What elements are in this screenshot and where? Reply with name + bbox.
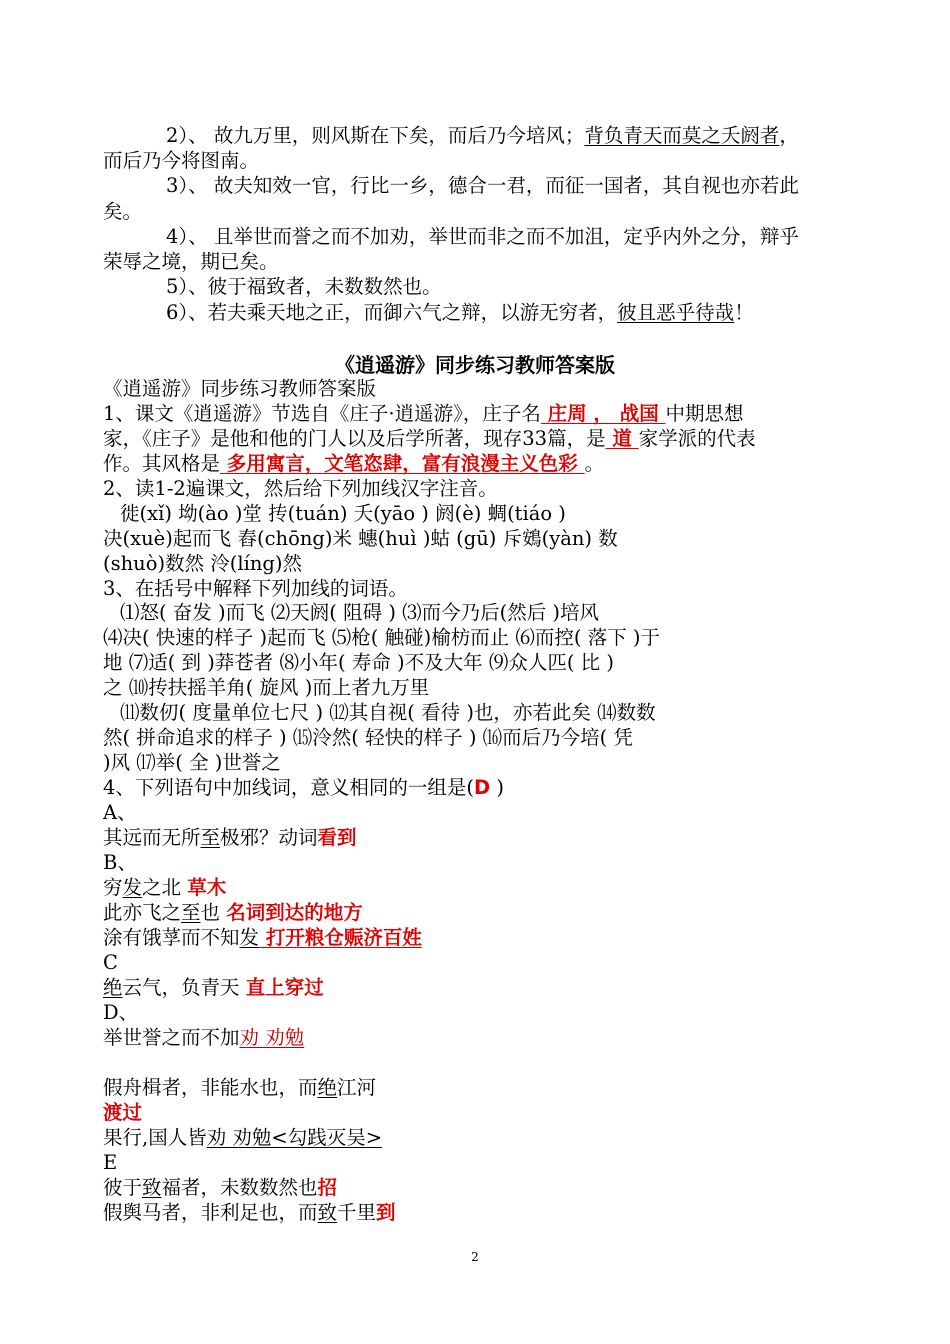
text-line: 4）、 且举世而誉之而不加劝，举世而非之而不加沮，定乎内外之分，辩乎: [166, 225, 799, 248]
option-label: C: [103, 951, 118, 974]
question-1-line-3: 作。其风格是 多用寓言，文笔恣肆，富有浪漫主义色彩 。: [103, 452, 605, 475]
definition-row: ⑷决( 快速的样子 )起而飞 ⑸枪( 触碰)榆枋而止 ⑹而控( 落下 )于: [103, 626, 661, 649]
definition-row: )风 ⒄举( 全 )世誉之: [103, 751, 281, 774]
option-line: 果行,国人皆劝 劝勉<勾践灭吴>: [103, 1126, 383, 1149]
option-label: D、: [103, 1001, 139, 1024]
option-label: E: [103, 1151, 118, 1174]
option-line: 举世誉之而不加劝 劝勉: [103, 1026, 305, 1049]
question-4: 4、下列语句中加线词，意义相同的一组是(D ): [103, 776, 505, 799]
definition-row: 地 ⑺适( 到 )莽苍者 ⑻小年( 寿命 )不及大年 ⑼众人匹( 比 ): [103, 651, 614, 674]
definition-row: 之 ⑽抟扶摇羊角( 旋风 )而上者九万里: [103, 676, 430, 699]
question-3: 3、在括号中解释下列加线的词语。: [103, 577, 408, 600]
option-label: B、: [103, 851, 137, 874]
option-line: 绝云气，负青天 直上穿过: [103, 976, 324, 999]
question-1-line-2: 家，《庄子》是他和他的门人以及后学所著，现存33篇，是 道 家学派的代表: [103, 427, 756, 450]
option-line: 假舆马者，非利足也，而致千里到: [103, 1201, 396, 1224]
option-line: 穷发之北 草木: [103, 876, 227, 899]
option-line: 彼于致福者，未数数然也招: [103, 1176, 338, 1199]
question-1: 1、课文《逍遥游》节选自《庄子·逍遥游》，庄子名 庄周 ， 战国 中期思想: [103, 402, 744, 425]
answer-mark: D: [474, 776, 491, 799]
text-line: 3）、 故夫知效一官，行比一乡，德合一君，而征一国者，其自视也亦若此: [166, 174, 799, 197]
definition-row: ⑾数仞( 度量单位七尺 ) ⑿其自视( 看待 )也，亦若此矣 ⒁数数: [120, 701, 656, 724]
pinyin-row: 决(xuè)起而飞 舂(chōng)米 蟪(huì )蛄 (gū) 斥鴳(yàn) 数: [103, 527, 618, 550]
option-line: 涂有饿莩而不知发 打开粮仓赈济百姓: [103, 926, 422, 949]
option-line: 其远而无所至极邪？动词看到: [103, 826, 357, 849]
option-line: 此亦飞之至也 名词到达的地方: [103, 901, 363, 924]
text-line: 矣。: [103, 200, 143, 223]
text-line: 而后乃今将图南。: [103, 149, 260, 172]
subtitle: 《逍遥游》同步练习教师答案版: [103, 377, 377, 400]
option-label: A、: [103, 801, 137, 824]
pinyin-row: (shuò)数然 泠(líng)然: [103, 552, 303, 575]
text-line: 6）、若夫乘天地之正，而御六气之辩，以游无穷者，彼且恶乎待哉！: [166, 301, 754, 324]
page-number: 2: [471, 1250, 479, 1264]
text-line: 2）、 故九万里，则风斯在下矣，而后乃今培风；背负青天而莫之夭阏者，: [166, 124, 799, 147]
definition-row: ⑴怒( 奋发 )而飞 ⑵天阏( 阻碍 ) ⑶而今乃后(然后 )培风: [120, 601, 600, 624]
option-line: 假舟楫者，非能水也，而绝江河: [103, 1076, 377, 1099]
question-2: 2、读1-2遍课文，然后给下列加线汉字注音。: [103, 477, 498, 500]
text-line: 5）、彼于福致者，未数数然也。: [166, 275, 442, 298]
pinyin-row: 徙(xǐ) 坳(ào )堂 抟(tuán) 夭(yāo ) 阏(è) 蜩(tiáo ): [120, 502, 566, 525]
answer-line: 渡过: [103, 1101, 143, 1124]
definition-row: 然( 拼命追求的样子 ) ⒂泠然( 轻快的样子 ) ⒃而后乃今培( 凭: [103, 726, 633, 749]
text-line: 荣辱之境，期已矣。: [103, 250, 279, 273]
page-title: 《逍遥游》同步练习教师答案版: [335, 353, 615, 377]
